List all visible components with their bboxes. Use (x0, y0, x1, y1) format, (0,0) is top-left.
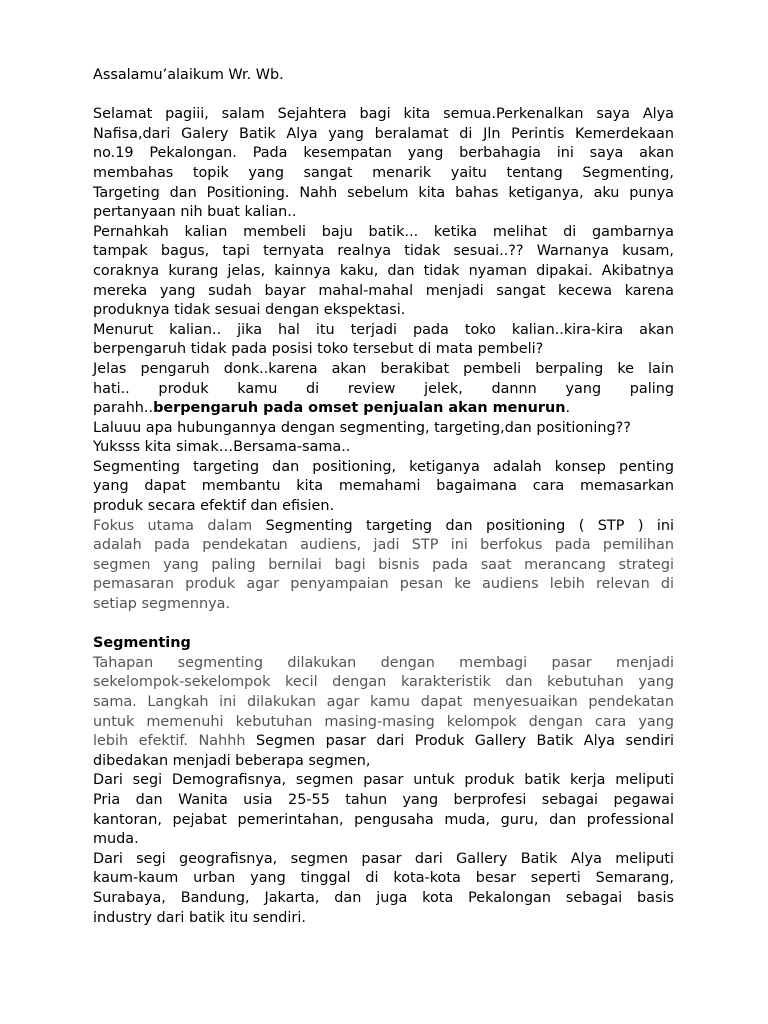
text-line: tampak bagus, tapi ternyata realnya tidak sesuai..?? Warnanya kusam, (93, 243, 674, 260)
text-segment: . (565, 400, 571, 417)
text-line: berpengaruh tidak pada posisi toko tersebut di mata pembeli? (93, 341, 544, 358)
segmenting-heading: Segmenting (93, 635, 191, 652)
grey-text-line: sekelompok-sekelompok kecil dengan karakteristik dan kebutuhan yang (93, 674, 674, 691)
text-line: produknya tidak sesuai dengan ekspektasi. (93, 302, 406, 319)
text-line: no.19 Pekalongan. Pada kesempatan yang berbahagia ini saya akan (93, 145, 674, 162)
text-line: Surabaya, Bandung, Jakarta, dan juga kota Pekalongan sebagai basis (93, 889, 674, 906)
paragraph-opinion (93, 321, 674, 360)
paragraph-geographic (93, 850, 674, 928)
paragraph-introduction (93, 105, 674, 223)
text-line: dibedakan menjadi beberapa segmen, (93, 752, 371, 769)
text-line: Dari segi geografisnya, segmen pasar dari Gallery Batik Alya meliputi (93, 850, 674, 867)
grey-text-segment: Fokus utama dalam (93, 517, 266, 534)
text-line: Jelas pengaruh donk..karena akan berakibat pembeli berpaling ke lain (93, 360, 674, 377)
text-line: industry dari batik itu sendiri. (93, 909, 306, 926)
text-segment: Segmenting targeting dan positioning ( STP ) ini (265, 517, 674, 534)
paragraph-question (93, 223, 674, 321)
bold-emphasis: berpengaruh pada omset penjualan akan menurun (153, 400, 566, 417)
text-line: membahas topik yang sangat menarik yaitu tentang Segmenting, (93, 164, 674, 181)
text-line (93, 517, 674, 537)
grey-text-line: setiap segmennya. (93, 596, 231, 613)
blank-line (93, 86, 674, 106)
text-line: muda. (93, 831, 139, 848)
text-segment: Segmen pasar dari Produk Gallery Batik Alya sendiri (256, 733, 674, 750)
grey-text-line: sama. Langkah ini dilakukan agar kamu dapat menyesuaikan pendekatan (93, 694, 674, 710)
blank-line (93, 615, 674, 635)
grey-text-line: untuk memenuhi kebutuhan masing-masing kelompok dengan cara yang (93, 713, 674, 730)
text-line: Nafisa,dari Galery Batik Alya yang beralamat di Jln Perintis Kemerdekaan (93, 125, 674, 142)
text-line: pertanyaan nih buat kalian.. (93, 204, 297, 221)
text-segment: parahh.. (93, 400, 154, 417)
text-line: Targeting dan Positioning. Nahh sebelum kita bahas ketiganya, aku punya (93, 184, 674, 201)
text-line (93, 732, 674, 752)
text-line: yang dapat membantu kita memahami bagaimana cara memasarkan (93, 478, 674, 495)
text-line: Yuksss kita simak…Bersama-sama.. (93, 439, 351, 456)
document-page (93, 66, 674, 928)
text-line: Segmenting targeting dan positioning, ketiganya adalah konsep penting (93, 458, 674, 475)
grey-text-line: adalah pada pendekatan audiens, jadi STP ini berfokus pada pemilihan (93, 537, 674, 554)
text-line: Menurut kalian.. jika hal itu terjadi pada toko kalian..kira-kira akan (93, 321, 674, 338)
paragraph-segmenting (93, 654, 674, 772)
text-line: mereka yang sudah bayar mahal-mahal menjadi sangat kecewa karena (93, 282, 674, 299)
text-line: Pria dan Wanita usia 25-55 tahun yang berprofesi sebagai pegawai (93, 791, 674, 808)
text-line: Pernahkah kalian membeli baju batik... ketika melihat di gambarnya (93, 223, 674, 240)
text-line: coraknya kurang jelas, kainnya kaku, dan tidak nyaman dipakai. Akibatnya (93, 262, 674, 279)
paragraph-stp-concept (93, 458, 674, 517)
text-line (93, 399, 674, 419)
paragraph-stp-focus (93, 517, 674, 615)
grey-text-segment: lebih efektif. Nahhh (93, 733, 257, 750)
text-line: Dari segi Demografisnya, segmen pasar untuk produk batik kerja meliputi (93, 772, 674, 789)
text-line: kaum-kaum urban yang tinggal di kota-kota besar seperti Semarang, (93, 870, 674, 887)
grey-text-line: pemasaran produk agar penyampaian pesan ke audiens lebih relevan di (93, 576, 674, 593)
greeting-line: Assalamu’alaikum Wr. Wb. (93, 67, 284, 83)
text-line: hati.. produk kamu di review jelek, dannn yang paling (93, 380, 674, 397)
text-line: Selamat pagiii, salam Sejahtera bagi kita semua.Perkenalkan saya Alya (93, 106, 674, 123)
grey-text-line: Tahapan segmenting dilakukan dengan membagi pasar menjadi (93, 654, 674, 671)
paragraph-impact (93, 360, 674, 419)
text-line: Laluuu apa hubungannya dengan segmenting, targeting,dan positioning?? (93, 419, 631, 436)
section-heading (93, 634, 674, 654)
grey-text-line: segmen yang paling bernilai bagi bisnis pada saat merancang strategi (93, 556, 674, 573)
text-line: produk secara efektif dan efisien. (93, 498, 335, 515)
text-line: kantoran, pejabat pemerintahan, pengusaha muda, guru, dan professional (93, 811, 674, 828)
paragraph-demographic (93, 771, 674, 849)
